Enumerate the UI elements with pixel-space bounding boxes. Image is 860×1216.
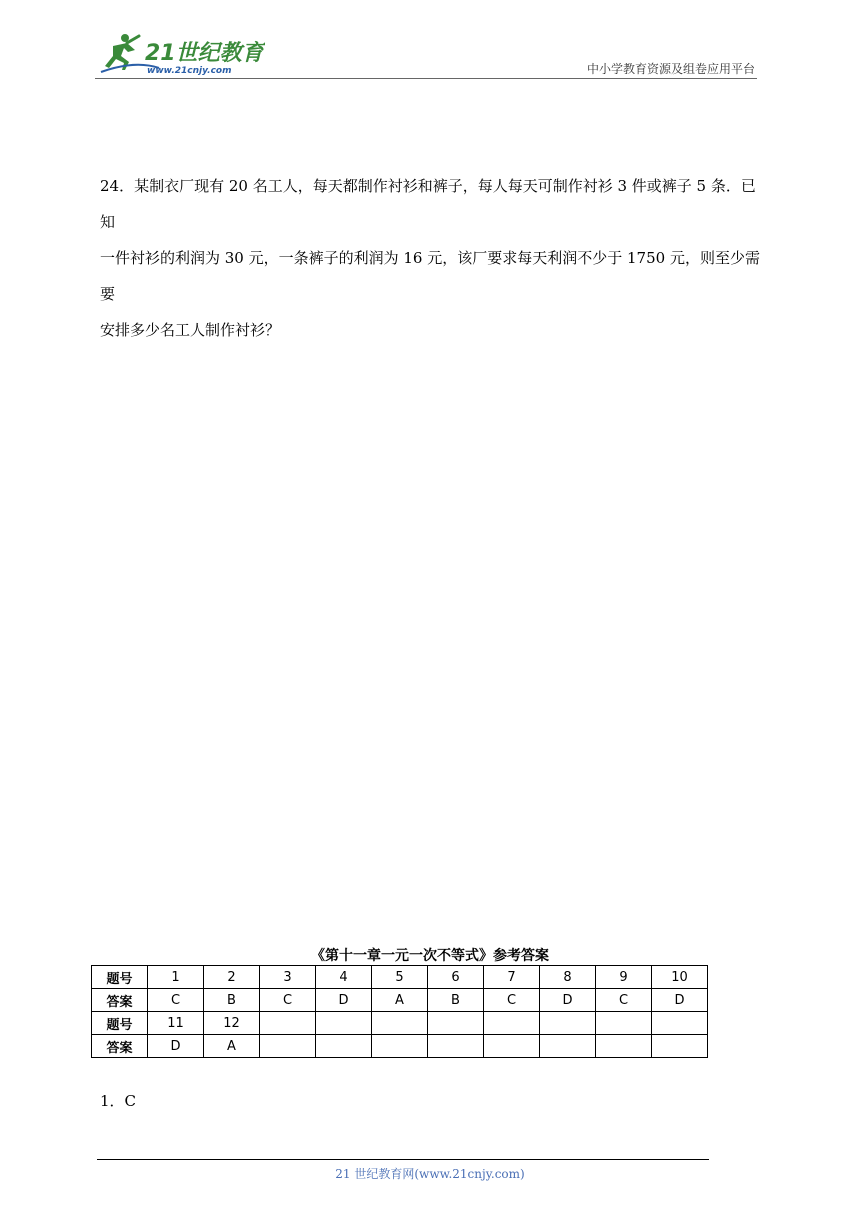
logo bbox=[95, 30, 265, 78]
table-cell: D bbox=[540, 989, 596, 1012]
table-row bbox=[92, 966, 708, 989]
table-row bbox=[92, 1012, 708, 1035]
logo-url: www.21cnjy.com bbox=[147, 66, 232, 76]
footer-divider bbox=[97, 1159, 709, 1160]
answer-key-title: 《第十一章一元一次不等式》参考答案 bbox=[311, 948, 549, 964]
table-cell: 4 bbox=[316, 966, 372, 989]
table-cell bbox=[316, 1012, 372, 1035]
table-cell bbox=[428, 1012, 484, 1035]
table-cell: 12 bbox=[204, 1012, 260, 1035]
table-cell bbox=[316, 1035, 372, 1058]
table-cell: 6 bbox=[428, 966, 484, 989]
table-cell: B bbox=[428, 989, 484, 1012]
row-header: 答案 bbox=[92, 989, 148, 1012]
table-cell: 1 bbox=[148, 966, 204, 989]
table-cell: A bbox=[372, 989, 428, 1012]
table-cell: 5 bbox=[372, 966, 428, 989]
table-row bbox=[92, 989, 708, 1012]
table-cell: C bbox=[148, 989, 204, 1012]
table-cell: 9 bbox=[596, 966, 652, 989]
table-cell: D bbox=[148, 1035, 204, 1058]
table-cell: D bbox=[652, 989, 708, 1012]
answer-1: 1．C bbox=[100, 1092, 137, 1110]
table-cell: 2 bbox=[204, 966, 260, 989]
row-header: 题号 bbox=[92, 966, 148, 989]
table-cell: C bbox=[596, 989, 652, 1012]
runner-logo-icon bbox=[95, 30, 265, 78]
table-row bbox=[92, 1035, 708, 1058]
table-cell bbox=[596, 1012, 652, 1035]
table-cell: C bbox=[260, 989, 316, 1012]
answer-table bbox=[91, 965, 708, 1058]
table-cell: 11 bbox=[148, 1012, 204, 1035]
platform-name: 中小学教育资源及组卷应用平台 bbox=[586, 62, 755, 76]
table-cell: D bbox=[316, 989, 372, 1012]
footer-text: 21 世纪教育网(www.21cnjy.com) bbox=[335, 1167, 525, 1181]
table-cell: B bbox=[204, 989, 260, 1012]
table-cell bbox=[652, 1035, 708, 1058]
row-header: 题号 bbox=[92, 1012, 148, 1035]
table-cell bbox=[372, 1035, 428, 1058]
table-cell: 8 bbox=[540, 966, 596, 989]
table-cell bbox=[372, 1012, 428, 1035]
page-header bbox=[95, 30, 757, 80]
row-header: 答案 bbox=[92, 1035, 148, 1058]
table-cell bbox=[484, 1035, 540, 1058]
table-cell bbox=[260, 1035, 316, 1058]
table-cell: 10 bbox=[652, 966, 708, 989]
table-cell: 7 bbox=[484, 966, 540, 989]
table-cell: 3 bbox=[260, 966, 316, 989]
table-cell bbox=[596, 1035, 652, 1058]
question-line-3: 安排多少名工人制作衬衫？ bbox=[100, 321, 281, 339]
table-cell bbox=[652, 1012, 708, 1035]
table-cell bbox=[428, 1035, 484, 1058]
header-divider bbox=[95, 78, 757, 79]
table-cell: A bbox=[204, 1035, 260, 1058]
question-24 bbox=[100, 168, 760, 348]
table-cell bbox=[540, 1035, 596, 1058]
table-cell bbox=[260, 1012, 316, 1035]
table-cell bbox=[540, 1012, 596, 1035]
question-line-2: 一件衬衫的利润为 30 元，一条裤子的利润为 16 元，该厂要求每天利润不少于 1750 元，则至少需要 bbox=[100, 249, 760, 303]
table-cell bbox=[484, 1012, 540, 1035]
question-line-1: 24．某制衣厂现有 20 名工人，每天都制作衬衫和裤子，每人每天可制作衬衫 3 件或裤子 5 条．已知 bbox=[100, 177, 756, 231]
table-cell: C bbox=[484, 989, 540, 1012]
logo-text: 21世纪教育 bbox=[145, 41, 264, 66]
